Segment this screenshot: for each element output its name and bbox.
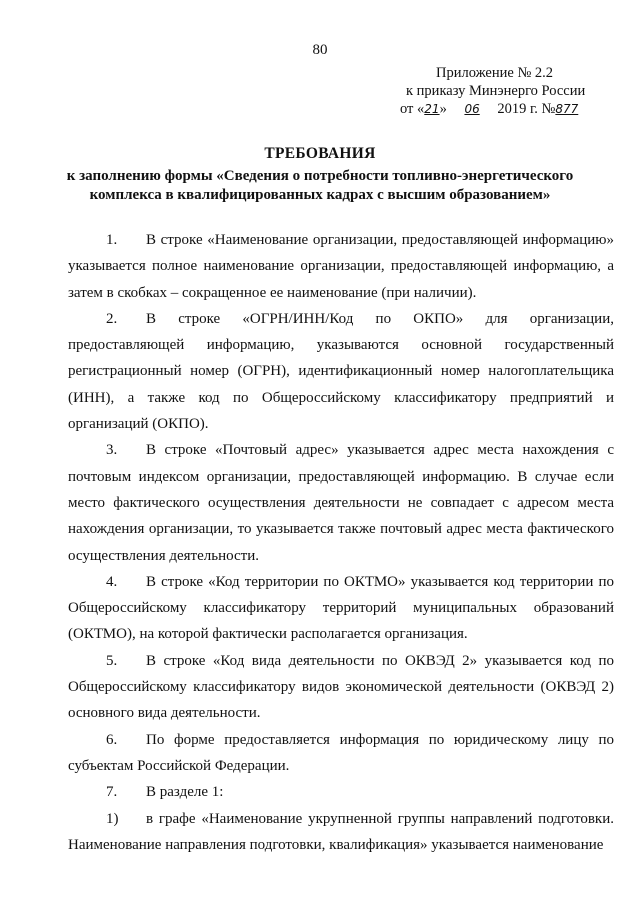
paragraph-text: В строке «ОГРН/ИНН/Код по ОКПО» для организации, предоставляющей информацию, указываются основной государственный регистрационный номер (ОГРН), идентификационный номер налогоплательщика (ИНН), а также код по Общероссийскому классификатору предприятий и организаций (ОКПО). [68,310,614,433]
appendix-order-ref: к приказу Минэнерго России [406,83,586,99]
paragraph-text: в графе «Наименование укрупненной группы направлений подготовки. Наименование направления подготовки, квалификация» указывается наименование [68,810,614,853]
paragraph-number: 2. [106,310,118,327]
title-line-3: комплекса в квалифицированных кадрах с высшим образованием» [89,187,551,203]
paragraph-text: В строке «Код вида деятельности по ОКВЭД 2» указывается код по Общероссийскому классификатору видов экономической деятельности (ОКВЭД 2) основного вида деятельности. [68,652,614,722]
appendix-date-line [400,100,620,118]
paragraph-number: 6. [106,731,118,748]
paragraph-number: 4. [106,573,118,590]
paragraph-text: В строке «Наименование организации, предоставляющей информацию» указывается полное наименование организации, предоставляющей информацию, а затем в скобках – сокращенное ее наименование (при наличии). [68,232,614,301]
paragraph [68,306,614,437]
paragraph [68,648,614,727]
page-number: 80 [312,42,328,58]
paragraph-number: 5. [106,652,118,669]
order-number-handwritten: 877 [555,102,579,116]
paragraph [68,227,614,306]
paragraph-text: В строке «Код территории по ОКТМО» указывается код территории по Общероссийскому классификатору территорий муниципальных образований (ОКТМО), на которой фактически располагается организация. [68,573,614,643]
paragraph [68,569,614,648]
paragraph [68,437,614,568]
date-month-handwritten: 06 [464,102,480,116]
date-prefix: от « [400,101,425,117]
appendix-title: Приложение № 2.2 [436,65,554,81]
paragraph-text: В разделе 1: [146,784,224,801]
paragraph-text: По форме предоставляется информация по юридическому лицу по субъектам Российской Федерации. [68,731,614,774]
paragraph-number: 7. [106,784,118,801]
title-line-2: к заполнению формы «Сведения о потребности топливно-энергетического [66,168,574,184]
date-year: 2019 г. № [497,101,556,117]
paragraph [68,727,614,780]
paragraph-text: В строке «Почтовый адрес» указывается адрес места нахождения с почтовым индексом организации, предоставляющей информацию. В случае если место фактического осуществления деятельности не совпадает с адресом места нахождения организации, то указывается также почтовый адрес места фактического осуществления деятельности. [68,442,614,564]
document-body [68,227,614,858]
date-day-handwritten: 21 [424,102,440,116]
paragraph-number: 3. [106,442,118,459]
appendix-header [400,64,620,118]
paragraph-number: 1) [106,810,119,827]
title-heading: ТРЕБОВАНИЯ [264,145,376,162]
document-title [40,144,600,205]
paragraph [68,806,614,859]
paragraph-number: 1. [106,232,118,248]
date-mid: » [439,101,447,117]
paragraph [68,779,614,805]
